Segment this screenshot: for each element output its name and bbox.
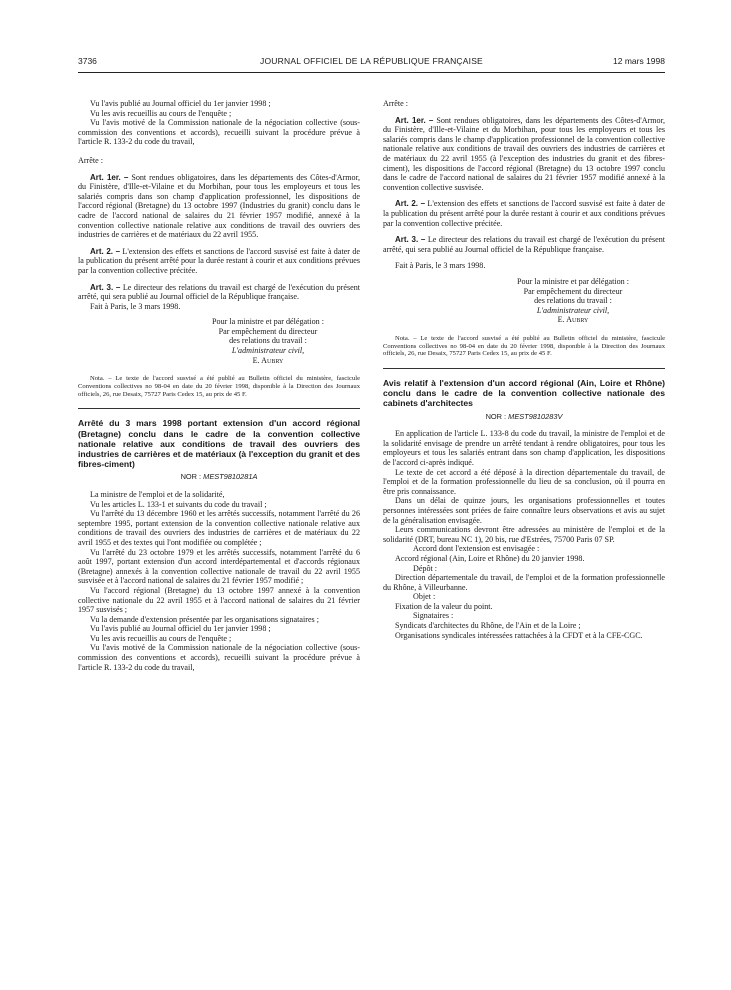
article-3 xyxy=(78,283,360,302)
article-1 xyxy=(78,173,360,240)
signature-line: L'administrateur civil, xyxy=(536,305,610,315)
done-at: Fait à Paris, le 3 mars 1998. xyxy=(90,301,181,311)
article-text: Le directeur des relations du travail est chargé de l'exécution du présent arrêté, qui sera publié au Journal officiel de la République française. xyxy=(383,235,666,254)
paragraph: La ministre de l'emploi et de la solidarité, xyxy=(90,489,225,499)
paragraph: Organisations syndicales intéressées rattachées à la CFDT et à la CFE-CGC. xyxy=(395,630,643,640)
arrete-label: Arrête : xyxy=(78,155,103,165)
article-label: Art. 3. – xyxy=(90,282,121,292)
paragraph: Vu l'arrêté du 13 décembre 1960 et les arrêtés successifs, notamment l'arrêté du 26 septembre 1995, portant extension de la convention collective nationale relative aux conditions de travail des ouvriers des industries de carrières et de matériaux du 22 avril 1955 et des textes qui l'ont modifiée ou complétée ; xyxy=(78,509,360,547)
paragraph: Objet : xyxy=(413,592,436,602)
signature-line: L'administrateur civil, xyxy=(231,346,305,356)
paragraph: En application de l'article L. 133-8 du code du travail, la ministre de l'emploi et de la solidarité envisage de prendre un arrêté tendant à rendre obligatoires, pour tous les employeurs et tous les salariés entrant dans son champ d'application, les dispositions de l'accord ci-après indiqué. xyxy=(383,429,665,467)
paragraph: Fixation de la valeur du point. xyxy=(395,601,493,611)
footnote: Nota. – Le texte de l'accord susvisé a été publié au Bulletin officiel du ministère, fascicule Conventions collectives no 98-04 en date du 20 février 1998, disponible à la Direction des Journaux officiels, 26, rue Desaix, 75727 Paris Cedex 15, au prix de 45 F. xyxy=(383,334,665,358)
paragraph: Vu l'arrêté du 23 octobre 1979 et les arrêtés successifs, notamment l'arrêté du 6 août 1997, portant extension d'un accord interdépartemental et d'accords régionaux (Bretagne) annexés à la convention collective nationale de travail du 22 avril 1955 susvisée et à l'accord national de salaires du 21 février 1957 modifié ; xyxy=(78,547,360,586)
article-1 xyxy=(383,116,665,193)
article-text: Sont rendues obligatoires, dans les départements des Côtes-d'Armor, du Finistère, d'Ille-et-Vilaine et du Morbihan, pour tous les employeurs et tous les salariés compris dans son champ d'application professionnel, les dispositions de l'accord régional (Bretagne) du 13 octobre 1997 (Industries du granit) conclu dans le cadre de l'accord national de salaires du 21 février 1957 modifié, annexé à la convention collective nationale relative aux conditions de travail des ouvriers des industries de carrières et de matériaux du 22 avril 1955. xyxy=(78,172,360,240)
paragraph: Accord régional (Ain, Loire et Rhône) du 20 janvier 1998. xyxy=(395,553,585,563)
paragraph: Le texte de cet accord a été déposé à la direction départementale du travail, de l'emploi et de la formation professionnelle du lieu de sa conclusion, où il pourra en être pris connaissance. xyxy=(383,467,665,496)
paragraph: Accord dont l'extension est envisagée : xyxy=(413,544,540,554)
nor-label: NOR : xyxy=(180,472,202,482)
article-2 xyxy=(383,199,665,228)
article-label: Art. 2. – xyxy=(395,199,426,209)
article-3 xyxy=(383,235,665,254)
signatory-name: E. Aubry xyxy=(557,315,589,325)
paragraph: Syndicats d'architectes du Rhône, de l'Ain et de la Loire ; xyxy=(395,621,581,631)
signature-block xyxy=(383,277,665,325)
signature-line: Pour la ministre et par délégation : xyxy=(212,317,324,327)
paragraph: Vu l'avis motivé de la Commission nationale de la négociation collective (sous-commission des conventions et accords), recueilli suivant la procédure prévue à l'article R. 133-2 du code du travail, xyxy=(78,643,360,672)
article-label: Art. 1er. – xyxy=(90,172,129,182)
signatory-name: E. Aubry xyxy=(252,355,284,365)
nor-reference xyxy=(78,472,360,482)
decree-title: Arrêté du 3 mars 1998 portant extension d'un accord régional (Bretagne) conclu dans le cadre de la convention collective nationale relative aux conditions de travail des ouvriers des industries de carrières et de matériaux (à l'exception du granit et des fibres-ciment) xyxy=(78,418,360,470)
notice-title: Avis relatif à l'extension d'un accord régional (Ain, Loire et Rhône) conclu dans le cadre de la convention collective nationale des cabinets d'architectes xyxy=(383,377,665,409)
done-at: Fait à Paris, le 3 mars 1998. xyxy=(395,261,486,271)
paragraph: Direction départementale du travail, de l'emploi et de la formation professionnelle du Rhône, à Villeurbanne. xyxy=(383,573,665,592)
issue-date: 12 mars 1998 xyxy=(613,56,665,66)
journal-title: JOURNAL OFFICIEL DE LA RÉPUBLIQUE FRANÇAISE xyxy=(260,56,483,66)
article-label: Art. 1er. – xyxy=(395,115,434,125)
article-text: L'extension des effets et sanctions de l'accord susvisé est faite à dater de la publication du présent arrêté pour la durée restant à courir et aux conditions prévues par la convention collective précitée. xyxy=(383,199,665,228)
nor-code: MEST9810281A xyxy=(203,472,258,482)
signature-line: Par empêchement du directeur xyxy=(523,286,623,296)
page-number: 3736 xyxy=(78,56,97,66)
article-text: Le directeur des relations du travail est chargé de l'exécution du présent arrêté, qui sera publié au Journal officiel de la République française. xyxy=(78,282,361,302)
header-rule xyxy=(78,72,665,73)
article-text: L'extension des effets et sanctions de l'accord susvisé est faite à dater de la publication du présent arrêté pour la durée restant à courir et aux conditions prévues par la convention collective précitée. xyxy=(78,246,360,275)
signature-line: des relations du travail : xyxy=(534,296,612,306)
footnote: Nota. – Le texte de l'accord susvisé a été publié au Bulletin officiel du ministère, fascicule Conventions collectives no 98-04 en date du 20 février 1998, disponible à la Direction des Journaux officiels, 26, rue Desaix, 75727 Paris Cedex 15, au prix de 45 F. xyxy=(78,375,360,398)
page-header xyxy=(78,56,665,70)
paragraph: Vu les avis recueillis au cours de l'enquête ; xyxy=(90,633,232,643)
nor-code: MEST9810283V xyxy=(508,411,563,421)
nor-label: NOR : xyxy=(485,411,507,421)
article-2 xyxy=(78,247,360,276)
paragraph: Vu la demande d'extension présentée par les organisations signataires ; xyxy=(90,614,319,624)
paragraph: Vu l'avis publié au Journal officiel du 1er janvier 1998 ; xyxy=(90,99,271,108)
signature-line: Pour la ministre et par délégation : xyxy=(517,276,629,286)
nor-reference xyxy=(383,412,665,422)
paragraph: Vu l'accord régional (Bretagne) du 13 octobre 1997 annexé à la convention collective nationale du 22 avril 1955 et à l'accord national de salaires du 21 février 1957 susvisés ; xyxy=(78,585,360,615)
left-column xyxy=(78,99,360,672)
paragraph: Leurs communications devront être adressées au ministère de l'emploi et de la solidarité (DRT, bureau NC 1), 20 bis, rue d'Estrées, 75700 Paris 07 SP. xyxy=(383,525,665,544)
article-text: Sont rendues obligatoires, dans les départements des Côtes-d'Armor, du Finistère, d'Ille-et-Vilaine et du Morbihan, pour tous les employeurs et tous les salariés compris dans le champ d'application professionnel de la convention collective nationale relative aux conditions de travail des ouvriers des industries de carrières et de matériaux du 22 avril 1955 (à l'exception des industries du granit et des fibres-ciment), les dispositions de l'accord régional (Bretagne) du 13 octobre 1997 conclu dans le cadre de l'accord national de salaires du 21 février 1957 modifié annexé à la convention collective susvisée. xyxy=(383,115,665,192)
paragraph: Vu les avis recueillis au cours de l'enquête ; xyxy=(90,108,232,118)
paragraph: Vu les articles L. 133-1 et suivants du code du travail ; xyxy=(90,499,267,509)
signature-line: Par empêchement du directeur xyxy=(218,326,318,336)
section-divider xyxy=(78,408,360,409)
paragraph: Dépôt : xyxy=(413,563,438,573)
signature-line: des relations du travail : xyxy=(229,336,307,346)
paragraph: Signataires : xyxy=(413,611,454,621)
article-label: Art. 3. – xyxy=(395,235,426,245)
paragraph: Vu l'avis publié au Journal officiel du 1er janvier 1998 ; xyxy=(90,624,271,634)
section-divider xyxy=(383,368,665,369)
right-column xyxy=(383,99,665,640)
signature-block xyxy=(78,317,360,365)
paragraph: Dans un délai de quinze jours, les organisations professionnelles et toutes personnes intéressées sont priées de faire connaître leurs observations et avis au sujet de la généralisation envisagée. xyxy=(383,496,665,525)
arrete-label: Arrête : xyxy=(383,99,408,108)
paragraph: Vu l'avis motivé de la Commission nationale de la négociation collective (sous-commission des conventions et accords), recueilli suivant la procédure prévue à l'article R. 133-2 du code du travail, xyxy=(78,118,360,147)
article-label: Art. 2. – xyxy=(90,246,121,256)
